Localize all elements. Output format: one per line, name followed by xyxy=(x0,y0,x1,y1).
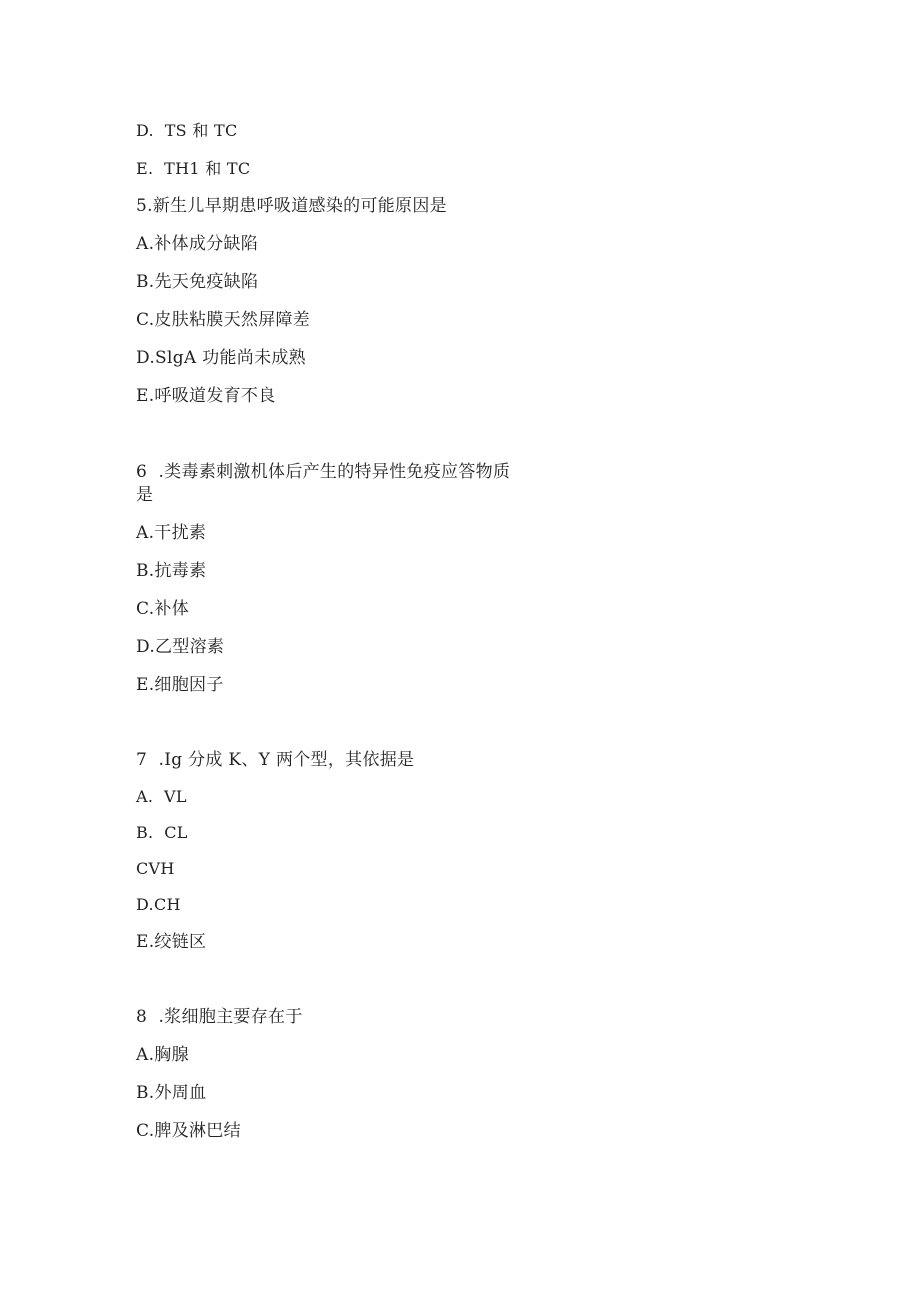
option-line: C.皮肤粘膜天然屏障差 xyxy=(136,310,311,330)
option-line: B. CL xyxy=(136,823,188,842)
question-5: 5.新生儿早期患呼吸道感染的可能原因是 xyxy=(136,196,447,216)
option-line: E.细胞因子 xyxy=(136,675,224,695)
option-line: E.呼吸道发育不良 xyxy=(136,386,276,406)
question-8: 8 .浆细胞主要存在于 xyxy=(136,1007,303,1027)
option-line: D. TS 和 TC xyxy=(136,121,238,140)
option-line: CVH xyxy=(136,859,175,878)
option-line: B.先天免疫缺陷 xyxy=(136,272,259,292)
option-line: D.CH xyxy=(136,895,181,914)
option-line: A.胸腺 xyxy=(136,1045,189,1065)
option-line: D.乙型溶素 xyxy=(136,637,225,657)
question-6: 6 .类毒素刺激机体后产生的特异性免疫应答物质 xyxy=(136,462,511,482)
question-7: 7 .Ig 分成 K、Y 两个型，其依据是 xyxy=(136,750,415,770)
option-line: A. VL xyxy=(136,787,187,806)
question-6-continuation: 是 xyxy=(136,485,154,505)
option-line: C.脾及淋巴结 xyxy=(136,1121,241,1141)
option-line: A.干扰素 xyxy=(136,523,207,543)
option-line: D.SlgA 功能尚未成熟 xyxy=(136,348,306,368)
option-line: C.补体 xyxy=(136,599,190,619)
option-line: E. TH1 和 TC xyxy=(136,159,251,178)
option-line: B.外周血 xyxy=(136,1083,207,1103)
option-line: E.绞链区 xyxy=(136,932,207,952)
option-line: B.抗毒素 xyxy=(136,561,207,581)
option-line: A.补体成分缺陷 xyxy=(136,234,259,254)
